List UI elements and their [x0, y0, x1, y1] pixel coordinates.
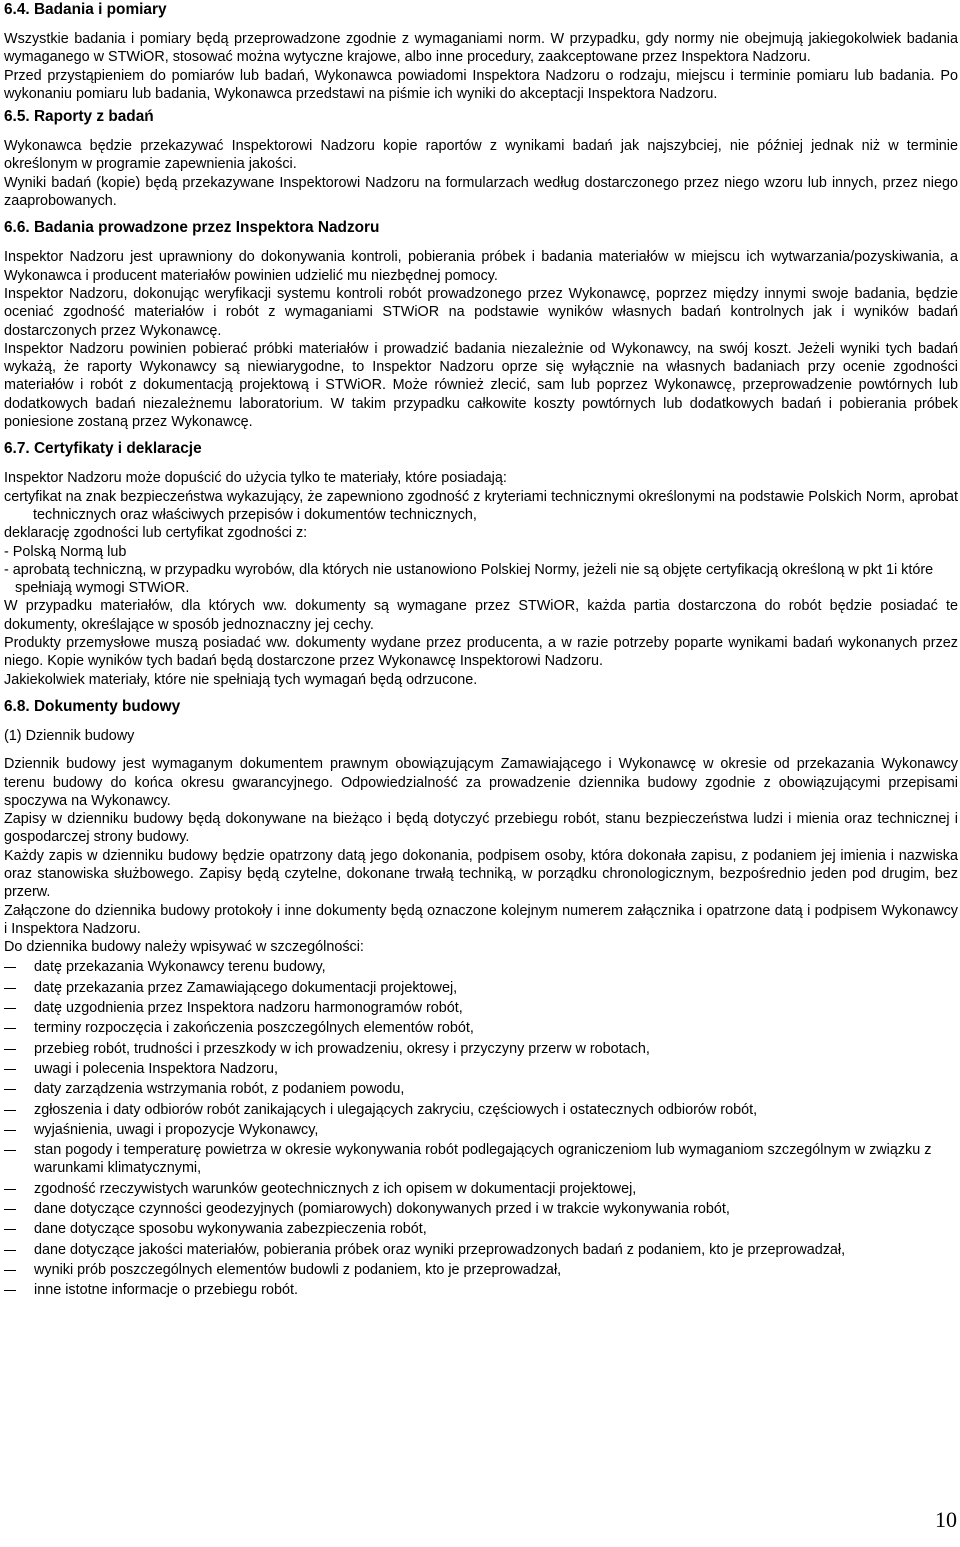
s67-paragraph-5: - aprobatą techniczną, w przypadku wyrobów, dla których nie ustanowiono Polskiej Normy, jeżeli nie są objęte certyfikacją określoną w pkt 1i które spełniają wymogi STWiOR. [4, 561, 934, 597]
s66-paragraph-2: Inspektor Nadzoru, dokonując weryfikacji systemu kontroli robót prowadzonego przez Wykonawcę, poprzez między innymi swoje badania, będzie oceniać zgodność materiałów i robót z wymaganiami STWiOR na podstawie wyników własnych badań kontrolnych jak i wyników badań dostarczonych przez Wykonawcę. [4, 285, 958, 339]
page-number: 10 [935, 1507, 957, 1532]
list-item: zgłoszenia i daty odbiorów robót zanikających i ulegających zakryciu, częściowych i ostatecznych odbiorów robót, [4, 1101, 958, 1119]
dash-bullet-icon [4, 1189, 16, 1190]
s67-paragraph-8: Jakiekolwiek materiały, które nie spełniają tych wymagań będą odrzucone. [4, 671, 478, 688]
list-item: datę przekazania Wykonawcy terenu budowy, [4, 958, 958, 976]
s68-subheading: (1) Dziennik budowy [4, 727, 135, 744]
dash-bullet-icon [4, 1270, 16, 1271]
s64-paragraph-1: Wszystkie badania i pomiary będą przeprowadzone zgodnie z wymaganiami norm. W przypadku, gdy normy nie obejmują jakiegokolwiek badania wymaganego w STWiOR, stosować można wytyczne krajowe, albo inne procedury, zaakceptowane przez Inspektora Nadzoru. [4, 31, 958, 66]
dash-bullet-icon [4, 1028, 16, 1029]
dash-bullet-icon [4, 1150, 16, 1151]
dash-bullet-icon [4, 1290, 16, 1291]
list-item: dane dotyczące sposobu wykonywania zabezpieczenia robót, [4, 1220, 958, 1238]
s68-paragraph-3: Każdy zapis w dzienniku budowy będzie opatrzony datą jego dokonania, podpisem osoby, która dokonała zapisu, z podaniem jej imienia i nazwiska oraz stanowiska służbowego. Zapisy będą czytelne, dokonane trwałą techniką, w porządku chronologicznym, bezpośrednio jeden pod drugim, bez przerw. [4, 847, 958, 901]
s68-paragraph-2: Zapisy w dzienniku budowy będą dokonywane na bieżąco i będą dotyczyć przebiegu robót, stanu bezpieczeństwa ludzi i mienia oraz technicznej i gospodarczej strony budowy. [4, 811, 958, 846]
list-item: stan pogody i temperaturę powietrza w okresie wykonywania robót podlegających ograniczeniom lub wymaganiom szczególnym w związku z warunkami klimatycznymi, [4, 1141, 958, 1178]
list-item: zgodność rzeczywistych warunków geotechnicznych z ich opisem w dokumentacji projektowej, [4, 1180, 958, 1198]
list-item: wyjaśnienia, uwagi i propozycje Wykonawcy, [4, 1121, 958, 1139]
list-item: terminy rozpoczęcia i zakończenia poszczególnych elementów robót, [4, 1019, 958, 1037]
dash-bullet-icon [4, 1008, 16, 1009]
list-item: datę przekazania przez Zamawiającego dokumentacji projektowej, [4, 979, 958, 997]
document-page [4, 0, 958, 1300]
dash-bullet-icon [4, 967, 16, 968]
section-6-8-heading: 6.8. Dokumenty budowy [4, 697, 181, 715]
list-item: dane dotyczące czynności geodezyjnych (pomiarowych) dokonywanych przed i w trakcie wykonywania robót, [4, 1200, 958, 1218]
section-6-4-heading: 6.4. Badania i pomiary [4, 1, 167, 18]
dash-bullet-icon [4, 1089, 16, 1090]
s66-paragraph-3: Inspektor Nadzoru powinien pobierać próbki materiałów i prowadzić badania niezależnie od Wykonawcy, na swój koszt. Jeżeli wyniki tych badań wykażą, że raporty Wykonawcy są niewiarygodne, to Inspektor Nadzoru oprze się wyłącznie na własnych badaniach przy ocenie zgodności materiałów i robót z dokumentacją projektową i STWiOR. Może również zlecić, sam lub poprzez Wykonawcę, przeprowadzenie powtórnych lub dodatkowych badań niezależnemu laboratorium. W takim przypadku całkowite koszty powtórnych lub dodatkowych badań i pobierania próbek poniesione zostaną przez Wykonawcę. [4, 340, 958, 431]
list-item: wyniki prób poszczególnych elementów budowli z podaniem, kto je przeprowadzał, [4, 1261, 958, 1279]
list-item: przebieg robót, trudności i przeszkody w ich prowadzeniu, okresy i przyczyny przerw w robotach, [4, 1040, 958, 1058]
list-item: dane dotyczące jakości materiałów, pobierania próbek oraz wyniki przeprowadzonych badań z podaniem, kto je przeprowadzał, [4, 1241, 958, 1259]
list-item: uwagi i polecenia Inspektora Nadzoru, [4, 1060, 958, 1078]
s64-paragraph-2: Przed przystąpieniem do pomiarów lub badań, Wykonawca powiadomi Inspektora Nadzoru o rodzaju, miejscu i terminie pomiaru lub badania. Po wykonaniu pomiaru lub badania, Wykonawca przedstawi na piśmie ich wyniki do akceptacji Inspektora Nadzoru. [4, 67, 958, 102]
list-item: datę uzgodnienia przez Inspektora nadzoru harmonogramów robót, [4, 999, 958, 1017]
s68-paragraph-1: Dziennik budowy jest wymaganym dokumentem prawnym obowiązującym Zamawiającego i Wykonawcę w okresie od przekazania Wykonawcy terenu budowy do końca okresu gwarancyjnego. Odpowiedzialność za prowadzenie dziennika budowy zgodnie z obowiązującymi przepisami spoczywa na Wykonawcy. [4, 756, 958, 809]
s65-paragraph-1: Wykonawca będzie przekazywać Inspektorowi Nadzoru kopie raportów z wynikami badań jak najszybciej, nie później jednak niż w terminie określonym w programie zapewnienia jakości. [4, 138, 958, 173]
s65-paragraph-2: Wyniki badań (kopie) będą przekazywane Inspektorowi Nadzoru na formularzach według dostarczonego przez niego wzoru lub innych, przez niego zaaprobowanych. [4, 174, 958, 210]
section-6-7-heading: 6.7. Certyfikaty i deklaracje [4, 440, 202, 458]
diary-entries-list [4, 958, 958, 1299]
s67-paragraph-6: W przypadku materiałów, dla których ww. dokumenty są wymagane przez STWiOR, każda partia dostarczona do robót będzie posiadać te dokumenty, określające w sposób jednoznaczny jej cechy. [4, 598, 958, 633]
s68-paragraph-4: Załączone do dziennika budowy protokoły i inne dokumenty będą oznaczone kolejnym numerem załącznika i opatrzone datą i podpisem Wykonawcy i Inspektora Nadzoru. [4, 902, 958, 937]
section-6-6-heading: 6.6. Badania prowadzone przez Inspektora Nadzoru [4, 219, 380, 237]
list-item: daty zarządzenia wstrzymania robót, z podaniem powodu, [4, 1080, 958, 1098]
s67-paragraph-7: Produkty przemysłowe muszą posiadać ww. dokumenty wydane przez producenta, a w razie potrzeby poparte wynikami badań wykonanych przez niego. Kopie wyników tych badań będą dostarczone przez Wykonawcę Inspektorowi Nadzoru. [4, 635, 958, 670]
dash-bullet-icon [4, 1209, 16, 1210]
dash-bullet-icon [4, 988, 16, 989]
dash-bullet-icon [4, 1250, 16, 1251]
s67-paragraph-1: Inspektor Nadzoru może dopuścić do użycia tylko te materiały, które posiadają: [4, 470, 507, 487]
dash-bullet-icon [4, 1130, 16, 1131]
s67-paragraph-2: certyfikat na znak bezpieczeństwa wykazujący, że zapewniono zgodność z kryteriami technicznymi określonymi na podstawie Polskich Norm, aprobat technicznych oraz właściwych przepisów i dokumentów technicznych, [4, 488, 958, 523]
list-item: inne istotne informacje o przebiegu robót. [4, 1281, 958, 1299]
dash-bullet-icon [4, 1110, 16, 1111]
dash-bullet-icon [4, 1069, 16, 1070]
s67-paragraph-3: deklarację zgodności lub certyfikat zgodności z: [4, 525, 308, 542]
s67-paragraph-4: - Polską Normą lub [4, 543, 127, 560]
s68-paragraph-5: Do dziennika budowy należy wpisywać w szczególności: [4, 939, 364, 956]
section-6-5-heading: 6.5. Raporty z badań [4, 108, 154, 126]
s66-paragraph-1: Inspektor Nadzoru jest uprawniony do dokonywania kontroli, pobierania próbek i badania materiałów w miejscu ich wytwarzania/pozyskiwania, a Wykonawca i producent materiałów powinien udzielić mu niezbędnej pomocy. [4, 249, 958, 284]
dash-bullet-icon [4, 1049, 16, 1050]
dash-bullet-icon [4, 1229, 16, 1230]
